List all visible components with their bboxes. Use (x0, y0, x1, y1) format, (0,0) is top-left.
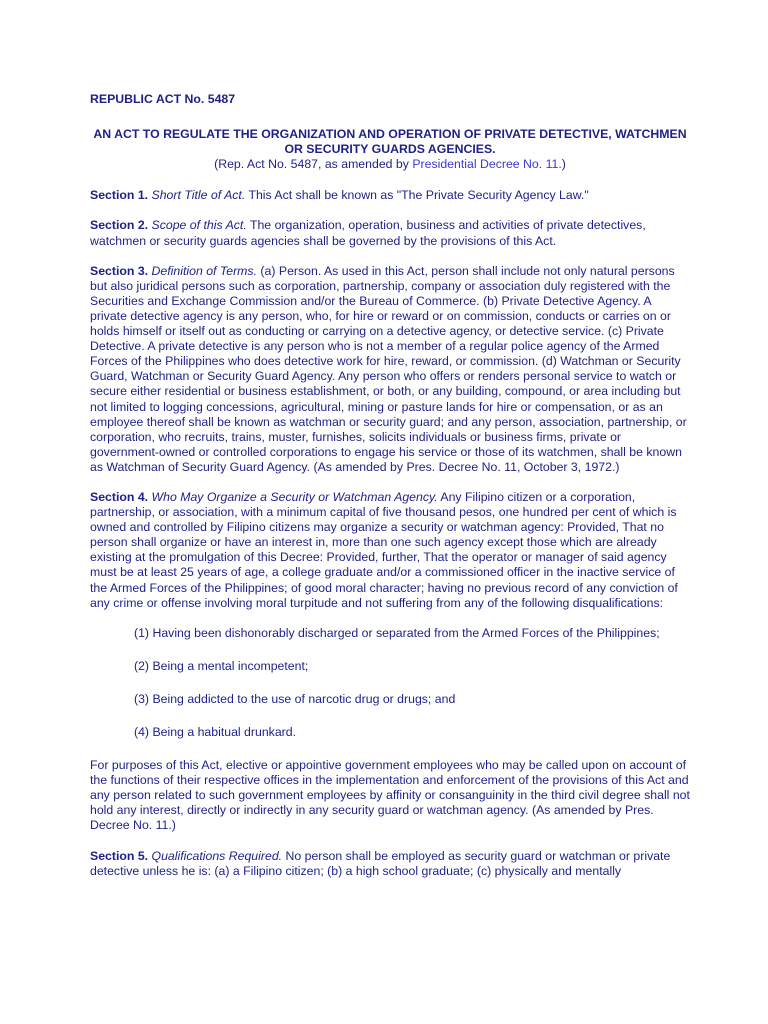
act-number: REPUBLIC ACT No. 5487 (90, 92, 236, 106)
section-text: Any Filipino citizen or a corporation, partnership, or association, with a minimum capital of five thousand pesos, one hundred per cent of which is owned and controlled by Filipino citizens may organize a security or watchman agency: Provided, That no person shall organize or have an interest in, more than one such agency except those which are already existing at the promulgation of this Decree: Provided, further, That the operator or manager of said agency must be at least 25 years of age, a college graduate and/or a commissioned officer in the inactive service of the Armed Forces of the Philippines; of good moral character; having no previous record of any conviction of any crime or offense involving moral turpitude and not suffering from any of the following disqualifications: (90, 489, 678, 610)
section-text: This Act shall be known as "The Private Security Agency Law." (245, 188, 589, 203)
section-caption: Short Title of Act. (151, 188, 246, 203)
act-subtitle (90, 157, 690, 172)
section-1 (90, 188, 690, 203)
list-item: (2) Being a mental incompetent; (134, 658, 309, 673)
section-caption: Scope of this Act. (151, 218, 247, 233)
subtitle-suffix: ) (561, 157, 566, 172)
section-label: Section 1. (90, 188, 149, 203)
section-5 (90, 849, 690, 879)
section-4 (90, 490, 690, 611)
section-2 (90, 218, 690, 248)
list-item: (3) Being addicted to the use of narcotic drug or drugs; and (134, 691, 456, 706)
section-label: Section 2. (90, 218, 149, 233)
subtitle-prefix: (Rep. Act No. 5487, as amended by (214, 157, 413, 172)
section-label: Section 3. (90, 263, 149, 278)
document-page (90, 92, 690, 894)
list-item: (4) Being a habitual drunkard. (134, 725, 297, 739)
section-caption: Definition of Terms. (151, 263, 257, 278)
section-text: No person shall be employed as security guard or watchman or private detective unless he is: (a) a Filipino citizen; (b) a high school graduate; (c) physically and mentally (90, 848, 671, 878)
section-3 (90, 264, 690, 475)
presidential-decree-link[interactable]: Presidential Decree No. 11. (412, 157, 562, 172)
section-label: Section 4. (90, 489, 149, 504)
purposes-paragraph: For purposes of this Act, elective or appointive government employees who may be called upon on account of the functions of their respective offices in the implementation and enforcement of the provisions of this Act and any person related to such government employees by affinity or consanguinity in the third civil degree shall not hold any interest, directly or indirectly in any security guard or watchman agency. (As amended by Pres. Decree No. 11.) (90, 758, 690, 833)
section-text: The organization, operation, business and activities of private detectives, watchmen or security guards agencies shall be governed by the provisions of this Act. (90, 218, 646, 248)
list-item: (1) Having been dishonorably discharged or separated from the Armed Forces of the Philippines; (134, 625, 660, 640)
disqualifications-list (90, 626, 690, 740)
section-caption: Who May Organize a Security or Watchman Agency. (151, 489, 438, 504)
section-caption: Qualifications Required. (151, 848, 283, 863)
section-text: (a) Person. As used in this Act, person shall include not only natural persons but also juridical persons such as corporation, partnership, company or association duly registered with the Securities and Exchange Commission and/or the Bureau of Commerce. (b) Private Detective Agency. A private detective agency is any person, who, for hire or reward or on commission, conducts or carries on or holds himself or itself out as conducting or carrying on a detective agency, or detective service. (c) Private Detective. A private detective is any person who is not a member of a regular police agency of the Armed Forces of the Philippines who does detective work for hire, reward, or commission. (d) Watchman or Security Guard, Watchman or Security Guard Agency. Any person who offers or renders personal service to watch or secure either residential or business establishment, or both, or any building, compound, or area including but not limited to logging concessions, agricultural, mining or pasture lands for hire or compensation, or as an employee thereof shall be known as watchman or security guard; and any person, association, partnership, or corporation, who recruits, trains, muster, furnishes, solicits individuals or business firms, private or government-owned or controlled corporations to engage his service or those of its watchmen, shall be known as Watchman of Security Guard Agency. (As amended by Pres. Decree No. 11, October 3, 1972.) (90, 263, 687, 474)
section-label: Section 5. (90, 848, 149, 863)
act-title: AN ACT TO REGULATE THE ORGANIZATION AND OPERATION OF PRIVATE DETECTIVE, WATCHMEN OR SECURITY GUARDS AGENCIES. (93, 127, 687, 157)
